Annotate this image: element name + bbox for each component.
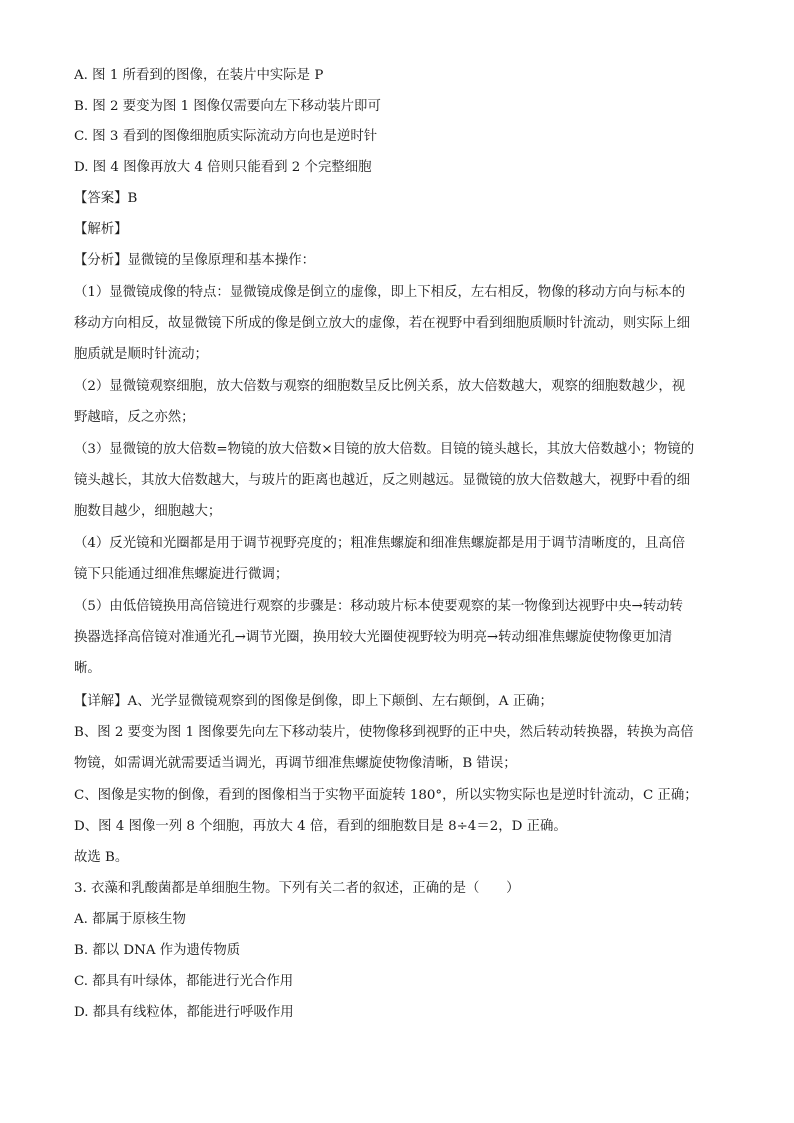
point-5-line-1: （5）由低倍镜换用高倍镜进行观察的步骤是：移动玻片标本使要观察的某一物像到达视野中央→转动转 — [74, 599, 683, 614]
detail-b-line-1: B、图 2 要变为图 1 图像要先向左下移动装片，使物像移到视野的正中央，然后转动转换器，转换为高倍 — [74, 725, 694, 740]
point-3-line-3: 胞数目越少，细胞越大； — [74, 504, 222, 519]
analysis-heading: 【解析】 — [74, 222, 128, 237]
conclusion-line: 故选 B。 — [74, 850, 129, 865]
question-3-stem: 3. 衣藻和乳酸菌都是单细胞生物。下列有关二者的叙述，正确的是（ ） — [74, 881, 520, 896]
point-1-line-2: 移动方向相反，故显微镜下所成的像是倒立放大的虚像，若在视野中看到细胞质顺时针流动，则实际上细 — [74, 316, 690, 331]
point-3-line-2: 镜头越长，其放大倍数越大，与玻片的距离也越近，反之则越远。显微镜的放大倍数越大，视野中看的细 — [74, 473, 690, 488]
answer-line: 【答案】B — [74, 191, 138, 206]
point-1-line-1: （1）显微镜成像的特点：显微镜成像是倒立的虚像，即上下相反，左右相反，物像的移动方向与标本的 — [74, 285, 686, 300]
detail-c-line: C、图像是实物的倒像，看到的图像相当于实物平面旋转 180°，所以实物实际也是逆时针流动，C 正确； — [74, 788, 698, 803]
point-4-line-2: 镜下只能通过细准焦螺旋进行微调； — [74, 567, 289, 582]
question-3-option-b: B. 都以 DNA 作为遗传物质 — [74, 943, 241, 958]
detail-a-line: 【详解】A、光学显微镜观察到的图像是倒像，即上下颠倒、左右颠倒，A 正确； — [74, 694, 553, 709]
detail-d-line: D、图 4 图像一列 8 个细胞，再放大 4 倍，看到的细胞数目是 8÷4＝2，D 正确。 — [74, 819, 567, 834]
point-5-line-3: 晰。 — [74, 661, 101, 676]
question-3-option-c: C. 都具有叶绿体，都能进行光合作用 — [74, 974, 294, 989]
point-3-line-1: （3）显微镜的放大倍数=物镜的放大倍数×目镜的放大倍数。目镜的镜头越长，其放大倍数越小；物镜的 — [74, 442, 695, 457]
option-b-line: B. 图 2 要变为图 1 图像仅需要向左下移动装片即可 — [74, 99, 381, 114]
analysis-intro: 【分析】显微镜的呈像原理和基本操作： — [74, 253, 316, 268]
question-3-option-d: D. 都具有线粒体，都能进行呼吸作用 — [74, 1005, 294, 1020]
option-c-line: C. 图 3 看到的图像细胞质实际流动方向也是逆时针 — [74, 129, 378, 144]
question-3-option-a: A. 都属于原核生物 — [74, 912, 186, 927]
option-d-line: D. 图 4 图像再放大 4 倍则只能看到 2 个完整细胞 — [74, 160, 372, 175]
option-a-line: A. 图 1 所看到的图像，在装片中实际是 P — [74, 68, 324, 83]
point-1-line-3: 胞质就是顺时针流动； — [74, 347, 208, 362]
detail-b-line-2: 物镜，如需调光就需要适当调光，再调节细准焦螺旋使物像清晰，B 错误； — [74, 756, 517, 771]
point-4-line-1: （4）反光镜和光圈都是用于调节视野亮度的；粗准焦螺旋和细准焦螺旋都是用于调节清晰度的，且高倍 — [74, 536, 686, 551]
point-5-line-2: 换器选择高倍镜对准通光孔→调节光圈，换用较大光圈使视野较为明亮→转动细准焦螺旋使物像更加清 — [74, 630, 673, 645]
point-2-line-1: （2）显微镜观察细胞，放大倍数与观察的细胞数呈反比例关系，放大倍数越大，观察的细胞数越少，视 — [74, 379, 686, 394]
point-2-line-2: 野越暗，反之亦然； — [74, 410, 195, 425]
